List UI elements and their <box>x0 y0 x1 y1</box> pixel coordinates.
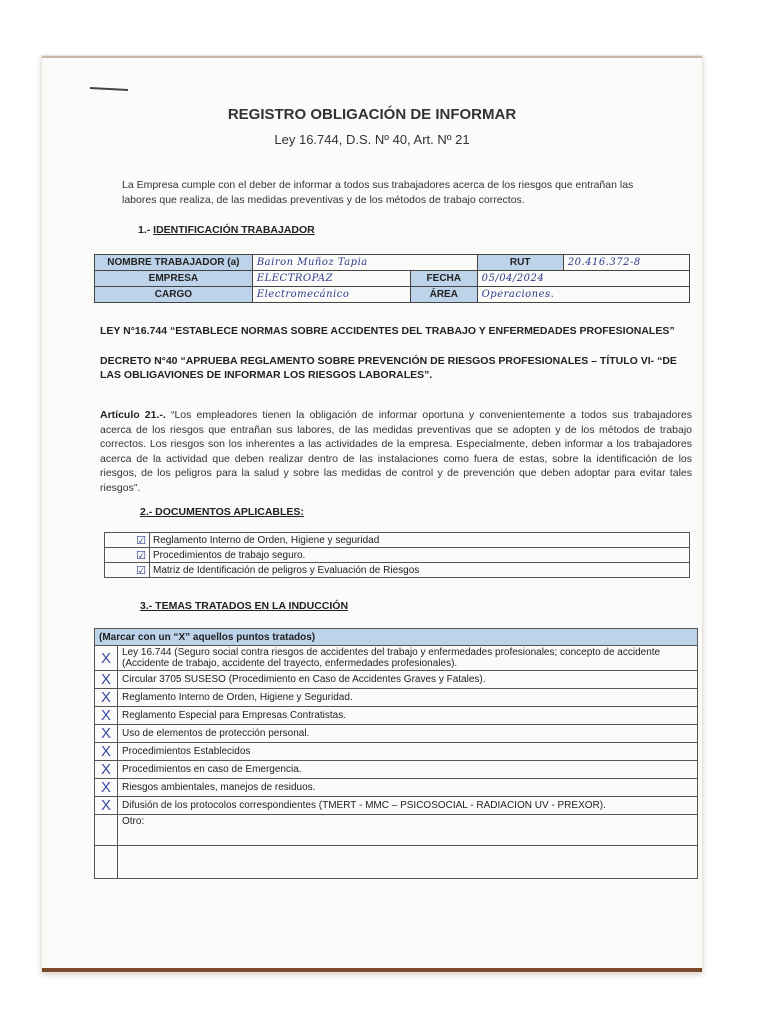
ley-heading: LEY N°16.744 “ESTABLECE NORMAS SOBRE ACCIDENTES DEL TRABAJO Y ENFERMEDADES PROFESIONALES” <box>100 325 675 337</box>
rut-label: RUT <box>477 255 563 271</box>
nombre-value: Bairon Muñoz Tapia <box>252 255 477 271</box>
topic-row <box>95 797 698 815</box>
topic-item: Reglamento Especial para Empresas Contratistas. <box>118 707 698 725</box>
document-title: REGISTRO OBLIGACIÓN DE INFORMAR <box>227 106 517 123</box>
section1-number: 1.- <box>138 224 154 236</box>
topic-item: Reglamento Interno de Orden, Higiene y Seguridad. <box>118 689 698 707</box>
topic-item: Circular 3705 SUSESO (Procedimiento en Caso de Accidentes Graves y Fatales). <box>118 671 698 689</box>
checkbox-icon[interactable]: ☑ <box>105 533 150 548</box>
topics-header: (Marcar con un “X” aquellos puntos tratados) <box>95 629 698 646</box>
documents-table <box>104 532 690 578</box>
area-label: ÁREA <box>410 287 477 303</box>
empresa-value: ELECTROPAZ <box>252 271 410 287</box>
topic-item: Procedimientos en caso de Emergencia. <box>118 761 698 779</box>
document-item: Matriz de Identificación de peligros y Evaluación de Riesgos <box>150 563 690 578</box>
x-mark-icon[interactable]: X <box>95 646 118 671</box>
articulo-text: “Los empleadores tienen la obligación de informar oportuna y convenientemente a todos sus trabajadores acerca de los riesgos que entrañan sus labores, de las medidas preventivas que se adopten y de los métodos de trabajo correctos. Los riesgos son los inherentes a las actividades de la empresa. Especialmente, deben informar a los trabajadores acerca de la actividad que deben realizar dentro de las instalaciones como fuera de estas, sobre la identificación de los riesgos, de los peligros para la salud y sobre las medidas de control y de prevención que deben adoptar para evitar tales riesgos”. <box>100 409 692 494</box>
topic-row <box>95 761 698 779</box>
x-mark-icon[interactable]: X <box>95 671 118 689</box>
document-item: Procedimientos de trabajo seguro. <box>150 548 690 563</box>
document-row <box>105 533 690 548</box>
x-mark-icon[interactable]: X <box>95 743 118 761</box>
topic-row <box>95 707 698 725</box>
document-row <box>105 563 690 578</box>
topic-row-otro <box>95 815 698 846</box>
document-page <box>42 56 702 972</box>
x-mark-icon[interactable]: X <box>95 761 118 779</box>
nombre-label: NOMBRE TRABAJADOR (a) <box>95 255 253 271</box>
x-mark-icon[interactable]: X <box>95 797 118 815</box>
document-row <box>105 548 690 563</box>
articulo-21-paragraph <box>100 408 692 495</box>
empty-mark-cell[interactable] <box>95 846 118 879</box>
otro-label: Otro: <box>118 815 698 846</box>
topic-item: Ley 16.744 (Seguro social contra riesgos de accidentes del trabajo y enfermedades profesionales; concepto de accidente (Accidente de trabajo, accidente del trayecto, enfermedades profesionales). <box>118 646 698 671</box>
rut-value: 20.416.372-8 <box>563 255 689 271</box>
empty-mark-cell[interactable] <box>95 815 118 846</box>
cargo-value: Electromecánico <box>252 287 410 303</box>
topic-row-blank <box>95 846 698 879</box>
area-value: Operaciones. <box>477 287 689 303</box>
document-item: Reglamento Interno de Orden, Higiene y seguridad <box>150 533 690 548</box>
cargo-label: CARGO <box>95 287 253 303</box>
fecha-value: 05/04/2024 <box>477 271 689 287</box>
topic-row <box>95 725 698 743</box>
x-mark-icon[interactable]: X <box>95 725 118 743</box>
topics-table <box>94 628 698 879</box>
topic-item: Procedimientos Establecidos <box>118 743 698 761</box>
topic-row <box>95 689 698 707</box>
section1-heading <box>138 224 315 236</box>
section2-title: 2.- DOCUMENTOS APLICABLES: <box>140 506 304 518</box>
topic-row <box>95 646 698 671</box>
blank-topic-cell[interactable] <box>118 846 698 879</box>
x-mark-icon[interactable]: X <box>95 707 118 725</box>
checkbox-icon[interactable]: ☑ <box>105 548 150 563</box>
checkbox-icon[interactable]: ☑ <box>105 563 150 578</box>
section1-title: IDENTIFICACIÓN TRABAJADOR <box>153 224 315 236</box>
x-mark-icon[interactable]: X <box>95 689 118 707</box>
section3-title: 3.- TEMAS TRATADOS EN LA INDUCCIÓN <box>140 600 349 612</box>
empresa-label: EMPRESA <box>95 271 253 287</box>
x-mark-icon[interactable]: X <box>95 779 118 797</box>
topic-item: Uso de elementos de protección personal. <box>118 725 698 743</box>
topic-item: Riesgos ambientales, manejos de residuos. <box>118 779 698 797</box>
fecha-label: FECHA <box>410 271 477 287</box>
topic-item: Difusión de los protocolos correspondientes (TMERT - MMC – PSICOSOCIAL - RADIACION UV - PREXOR). <box>118 797 698 815</box>
intro-paragraph: La Empresa cumple con el deber de informar a todos sus trabajadores acerca de los riesgos que entrañan las labores que realiza, de las medidas preventivas y de los métodos de trabajo correctos. <box>122 179 634 206</box>
pen-mark <box>90 87 128 91</box>
articulo-label: Artículo 21.-. <box>100 409 166 421</box>
document-subtitle: Ley 16.744, D.S. Nº 40, Art. Nº 21 <box>274 132 470 147</box>
decreto-heading: DECRETO N°40 “APRUEBA REGLAMENTO SOBRE PREVENCIÓN DE RIESGOS PROFESIONALES – TÍTULO VI- “DE LAS OBLIGAVIONES DE INFORMAR LOS RIESGOS LABORALES”. <box>100 355 677 381</box>
topic-row <box>95 743 698 761</box>
topic-row <box>95 671 698 689</box>
topic-row <box>95 779 698 797</box>
worker-identification-table <box>94 254 690 303</box>
